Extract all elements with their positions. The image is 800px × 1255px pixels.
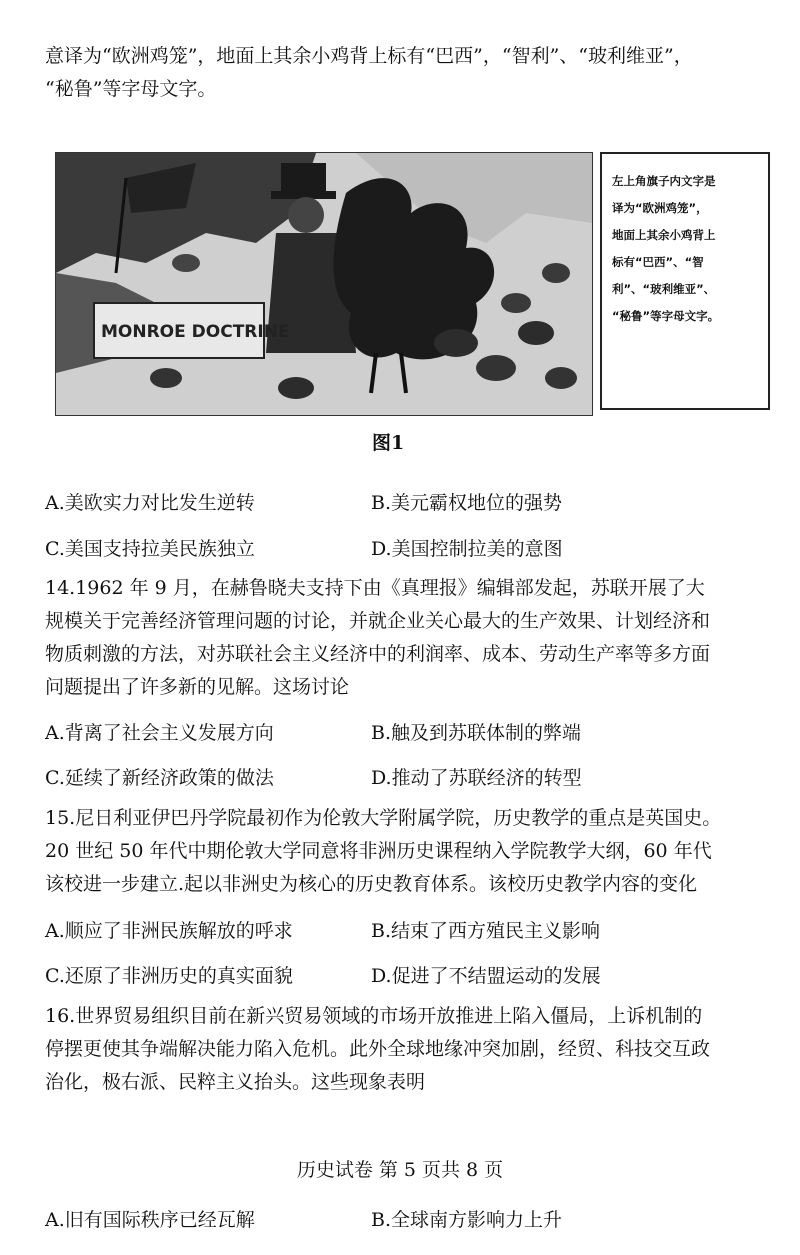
q13-option-d[interactable]: D.美国控制拉美的意图	[371, 538, 563, 560]
q14-option-d[interactable]: D.推动了苏联经济的转型	[371, 767, 582, 789]
q15-stem	[45, 802, 770, 901]
caption-line: 左上角旗子内文字是	[612, 174, 716, 188]
q16-stem	[45, 1000, 770, 1099]
intro-paragraph	[45, 40, 770, 106]
monroe-doctrine-sign: MONROE DOCTRINE	[101, 322, 290, 342]
figure-1	[55, 152, 775, 414]
q13-option-b[interactable]: B.美元霸权地位的强势	[371, 492, 563, 514]
page-footer: 历史试卷 第 5 页共 8 页	[296, 1159, 504, 1181]
q15-option-b[interactable]: B.结束了西方殖民主义影响	[371, 920, 601, 942]
q15-line: 20 世纪 50 年代中期伦敦大学同意将非洲历史课程纳入学院教学大纲，60 年代	[45, 840, 712, 862]
q16-options-row-1	[45, 1205, 770, 1235]
q15-options-row-1	[45, 916, 770, 946]
q16-option-b[interactable]: B.全球南方影响力上升	[371, 1209, 563, 1231]
q14-line: 物质刺激的方法，对苏联社会主义经济中的利润率、成本、劳动生产率等多方面	[45, 643, 711, 665]
q13-options-row-2	[45, 534, 770, 564]
figure-label: 图1	[372, 432, 405, 454]
q14-line: 问题提出了许多新的见解。这场讨论	[45, 676, 350, 698]
caption-line: 利”、“玻利维亚”、	[612, 282, 716, 296]
caption-line: 译为“欧洲鸡笼”，	[612, 201, 708, 215]
q14-stem	[45, 572, 770, 704]
q14-option-c[interactable]: C.延续了新经济政策的做法	[45, 767, 274, 789]
q15-options-row-2	[45, 961, 770, 991]
caption-line: “秘鲁”等字母文字。	[612, 309, 720, 323]
political-cartoon	[55, 152, 593, 416]
figure-caption-box	[600, 152, 770, 410]
q14-options-row-1	[45, 718, 770, 748]
q15-option-a[interactable]: A.顺应了非洲民族解放的呼求	[45, 920, 293, 942]
caption-line: 标有“巴西”、“智	[612, 255, 704, 269]
q16-line: 治化，极右派、民粹主义抬头。这些现象表明	[45, 1071, 426, 1093]
q16-line: 停摆更使其争端解决能力陷入危机。此外全球地缘冲突加剧，经贸、科技交互政	[45, 1038, 711, 1060]
cartoon-illustration	[56, 153, 592, 415]
q13-options-row-1	[45, 488, 770, 518]
caption-line: 地面上其余小鸡背上	[612, 228, 716, 242]
q13-option-c[interactable]: C.美国支持拉美民族独立	[45, 538, 255, 560]
q14-option-b[interactable]: B.触及到苏联体制的弊端	[371, 722, 582, 744]
intro-line: “秘鲁”等字母文字。	[45, 78, 217, 100]
intro-line: 意译为“欧洲鸡笼”，地面上其余小鸡背上标有“巴西”，“智利”、“玻利维亚”，	[45, 45, 693, 67]
q16-option-a[interactable]: A.旧有国际秩序已经瓦解	[45, 1209, 255, 1231]
q16-line: 16.世界贸易组织目前在新兴贸易领域的市场开放推进上陷入僵局，上诉机制的	[45, 1005, 703, 1027]
q14-options-row-2	[45, 763, 770, 793]
q15-option-d[interactable]: D.促进了不结盟运动的发展	[371, 965, 601, 987]
q15-line: 该校进一步建立.起以非洲史为核心的历史教育体系。该校历史教学内容的变化	[45, 873, 698, 895]
q15-line: 15.尼日利亚伊巴丹学院最初作为伦敦大学附属学院，历史教学的重点是英国史。	[45, 807, 722, 829]
q13-option-a[interactable]: A.美欧实力对比发生逆转	[45, 492, 255, 514]
q14-option-a[interactable]: A.背离了社会主义发展方向	[45, 722, 274, 744]
q14-line: 14.1962 年 9 月，在赫鲁晓夫支持下由《真理报》编辑部发起，苏联开展了大	[45, 577, 705, 599]
q15-option-c[interactable]: C.还原了非洲历史的真实面貌	[45, 965, 293, 987]
q14-line: 规模关于完善经济管理问题的讨论，并就企业关心最大的生产效果、计划经济和	[45, 610, 711, 632]
